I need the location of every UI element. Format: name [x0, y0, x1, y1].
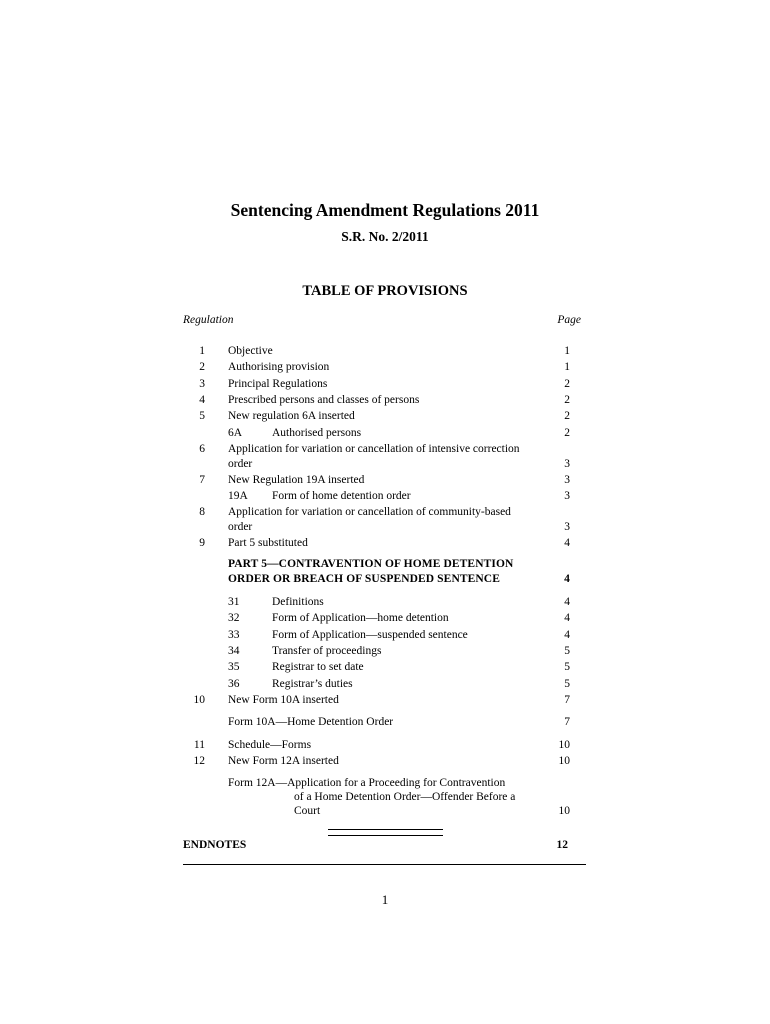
- entry-page: 4: [564, 596, 570, 608]
- subentry-title: Form of home detention order: [272, 490, 411, 502]
- entry-number: 2: [199, 361, 205, 373]
- entry-number: 10: [193, 694, 205, 706]
- entry-number: 4: [199, 394, 205, 406]
- entry-page: 4: [564, 573, 570, 585]
- subentry-number: 34: [228, 645, 240, 657]
- part-heading-line1: PART 5—CONTRAVENTION OF HOME DETENTION: [228, 558, 514, 570]
- section-divider: [328, 829, 443, 836]
- entry-page: 3: [564, 521, 570, 533]
- subentry-number: 32: [228, 612, 240, 624]
- endnotes-page: 12: [556, 839, 568, 851]
- subentry-title: Form of Application—home detention: [272, 612, 449, 624]
- entry-page: 10: [558, 755, 570, 767]
- entry-title: Objective: [228, 345, 273, 357]
- entry-number: 7: [199, 474, 205, 486]
- entry-title-continuation: order: [228, 521, 253, 533]
- entry-number: 1: [199, 345, 205, 357]
- entry-page: 10: [558, 805, 570, 817]
- entry-page: 7: [564, 716, 570, 728]
- form-title-line2: of a Home Detention Order—Offender Before a: [294, 791, 516, 803]
- entry-number: 8: [199, 506, 205, 518]
- entry-number: 12: [193, 755, 205, 767]
- part-heading-line2: ORDER OR BREACH OF SUSPENDED SENTENCE: [228, 573, 500, 585]
- subentry-title: Authorised persons: [272, 427, 362, 439]
- entry-number: 3: [199, 378, 205, 390]
- subentry-number: 19A: [228, 490, 248, 502]
- entry-page: 2: [564, 427, 570, 439]
- entry-page: 5: [564, 645, 570, 657]
- subentry-number: 35: [228, 661, 240, 673]
- entry-title: Schedule—Forms: [228, 739, 312, 751]
- entry-title: Part 5 substituted: [228, 537, 308, 549]
- toc-heading: TABLE OF PROVISIONS: [302, 283, 468, 299]
- subentry-title: Registrar to set date: [272, 661, 364, 673]
- endnotes-label: ENDNOTES: [183, 839, 247, 851]
- column-header-regulation: Regulation: [183, 314, 234, 326]
- entry-title: New Regulation 19A inserted: [228, 474, 365, 486]
- subentry-title: Form of Application—suspended sentence: [272, 629, 468, 641]
- subentry-title: Registrar’s duties: [272, 678, 353, 690]
- entry-page: 5: [564, 661, 570, 673]
- entry-title: Application for variation or cancellation of community-based: [228, 506, 511, 518]
- entry-page: 1: [564, 345, 570, 357]
- subentry-number: 33: [228, 629, 240, 641]
- entry-page: 5: [564, 678, 570, 690]
- column-header-page: Page: [557, 314, 581, 326]
- entry-page: 4: [564, 612, 570, 624]
- entry-page: 1: [564, 361, 570, 373]
- entry-page: 4: [564, 537, 570, 549]
- entry-number: 5: [199, 410, 205, 422]
- entry-page: 10: [558, 739, 570, 751]
- page-number: 1: [381, 892, 389, 907]
- form-title: Form 10A—Home Detention Order: [228, 716, 394, 728]
- entry-page: 2: [564, 394, 570, 406]
- entry-title: Authorising provision: [228, 361, 330, 373]
- entry-title: New regulation 6A inserted: [228, 410, 355, 422]
- entry-title: New Form 12A inserted: [228, 755, 339, 767]
- subentry-title: Definitions: [272, 596, 324, 608]
- entry-page: 3: [564, 458, 570, 470]
- entry-page: 3: [564, 474, 570, 486]
- entry-title: Application for variation or cancellation of intensive correction: [228, 443, 520, 455]
- entry-title: Prescribed persons and classes of persons: [228, 394, 420, 406]
- subentry-number: 6A: [228, 427, 243, 439]
- entry-number: 6: [199, 443, 205, 455]
- form-title-line1: Form 12A—Application for a Proceeding for Contravention: [228, 777, 506, 789]
- entry-number: 9: [199, 537, 205, 549]
- subentry-number: 31: [228, 596, 240, 608]
- entry-page: 3: [564, 490, 570, 502]
- subentry-title: Transfer of proceedings: [272, 645, 382, 657]
- form-title-line3: Court: [294, 805, 321, 817]
- document-title: Sentencing Amendment Regulations 2011: [230, 200, 540, 220]
- endnotes-rule: [183, 864, 586, 865]
- entry-title: New Form 10A inserted: [228, 694, 339, 706]
- subentry-number: 36: [228, 678, 240, 690]
- sr-number: S.R. No. 2/2011: [341, 229, 429, 244]
- entry-number: 11: [193, 739, 205, 751]
- entry-title-continuation: order: [228, 458, 253, 470]
- entry-page: 2: [564, 378, 570, 390]
- entry-page: 4: [564, 629, 570, 641]
- entry-page: 7: [564, 694, 570, 706]
- entry-title: Principal Regulations: [228, 378, 328, 390]
- entry-page: 2: [564, 410, 570, 422]
